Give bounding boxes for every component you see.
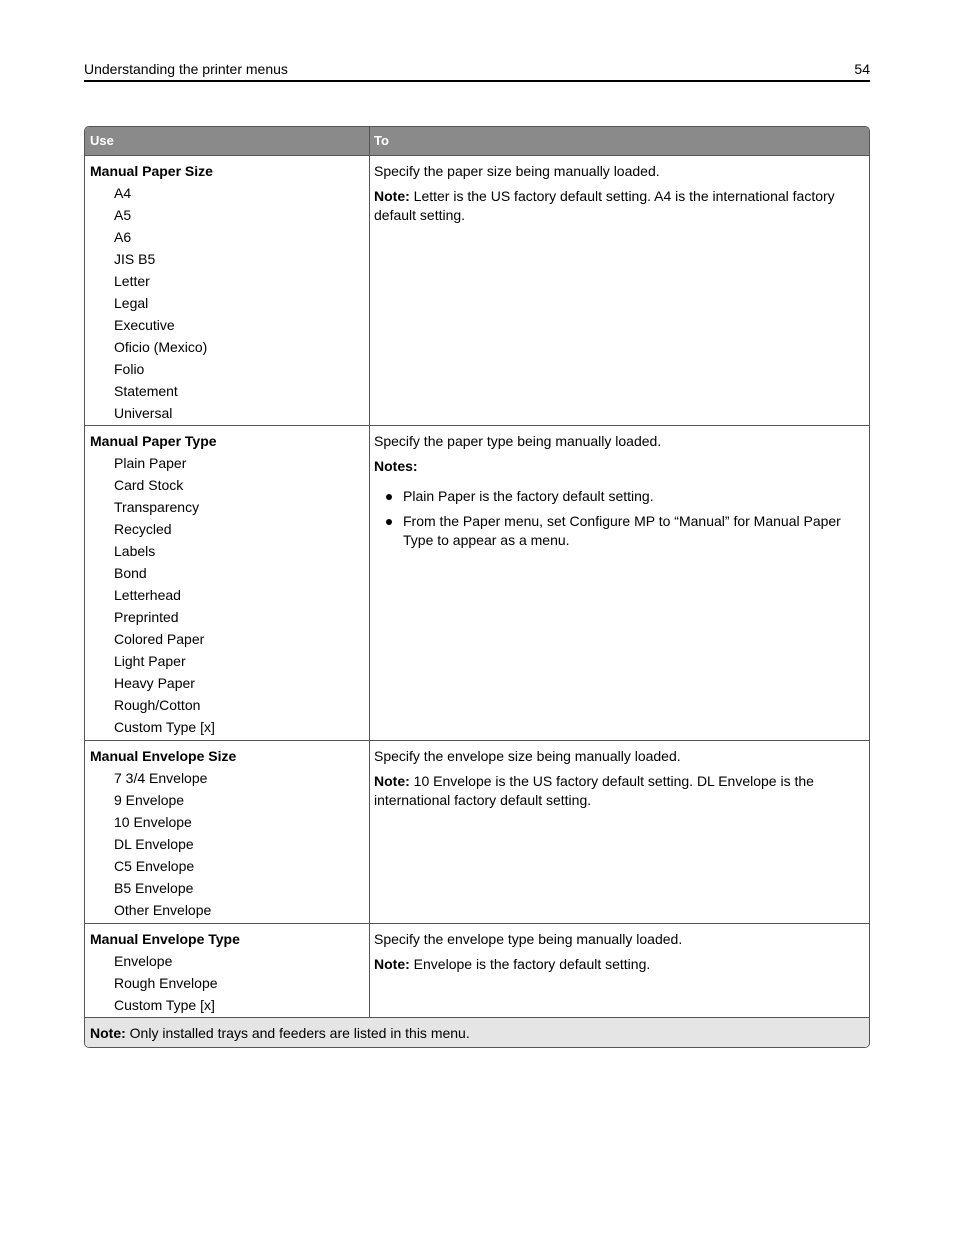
header-cell-use xyxy=(85,127,370,155)
option-item: Card Stock xyxy=(114,477,184,493)
page-header xyxy=(84,58,870,82)
option-item: 10 Envelope xyxy=(114,814,192,830)
note-text: Envelope is the factory default setting. xyxy=(409,956,651,972)
menu-item-title: Manual Envelope Type xyxy=(90,931,240,947)
header-cell-to xyxy=(370,127,870,155)
bullet-dot-icon xyxy=(386,519,392,525)
to-cell xyxy=(370,156,870,425)
option-item: Transparency xyxy=(114,499,200,515)
option-item: B5 Envelope xyxy=(114,880,194,896)
option-list xyxy=(114,184,207,426)
column-header-to: To xyxy=(374,133,389,148)
table-row-manual-envelope-type xyxy=(85,924,870,1018)
footer-note xyxy=(90,1024,470,1042)
note-label: Note: xyxy=(374,773,410,789)
option-item: Labels xyxy=(114,543,156,559)
option-list xyxy=(114,769,211,923)
note-paragraph xyxy=(374,187,863,225)
option-item: Letterhead xyxy=(114,587,181,603)
option-item: Oficio (Mexico) xyxy=(114,339,208,355)
option-item: Letter xyxy=(114,273,150,289)
to-cell xyxy=(370,924,870,1017)
bullet-item xyxy=(374,487,863,506)
use-cell xyxy=(85,156,370,425)
footer-note-text: Only installed trays and feeders are listed in this menu. xyxy=(125,1025,470,1041)
description-text: Specify the paper type being manually loaded. xyxy=(374,433,662,449)
option-item: Executive xyxy=(114,317,175,333)
option-item: Custom Type [x] xyxy=(114,997,215,1013)
option-item: Rough/Cotton xyxy=(114,697,201,713)
table-footer-note-row xyxy=(85,1018,870,1047)
option-item: Envelope xyxy=(114,953,173,969)
table-row-manual-paper-size xyxy=(85,156,870,426)
use-cell xyxy=(85,924,370,1017)
notes-label xyxy=(374,457,863,476)
note-label: Note: xyxy=(374,956,410,972)
option-list xyxy=(114,454,215,740)
option-item: Custom Type [x] xyxy=(114,719,215,735)
option-item: A6 xyxy=(114,229,132,245)
description-text: Specify the envelope type being manually loaded. xyxy=(374,931,683,947)
table-header-row xyxy=(85,127,870,156)
bullet-item xyxy=(374,512,863,550)
column-header-use: Use xyxy=(90,133,114,148)
option-item: A5 xyxy=(114,207,132,223)
use-cell xyxy=(85,426,370,740)
option-item: Heavy Paper xyxy=(114,675,195,691)
bullet-text: From the Paper menu, set Configure MP to “Manual” for Manual Paper Type to appear as a menu. xyxy=(403,513,841,548)
menu-item-title: Manual Paper Size xyxy=(90,163,213,179)
to-cell xyxy=(370,741,870,923)
note-paragraph xyxy=(374,955,863,974)
option-list xyxy=(114,952,218,1018)
option-item: Recycled xyxy=(114,521,172,537)
use-cell xyxy=(85,741,370,923)
note-text: 10 Envelope is the US factory default setting. DL Envelope is the international factory default setting. xyxy=(374,773,814,808)
option-item: Plain Paper xyxy=(114,455,187,471)
footer-note-label: Note: xyxy=(90,1025,126,1041)
description-block xyxy=(374,747,863,816)
option-item: Preprinted xyxy=(114,609,179,625)
option-item: Universal xyxy=(114,405,173,421)
option-item: Legal xyxy=(114,295,149,311)
option-item: DL Envelope xyxy=(114,836,194,852)
option-item: C5 Envelope xyxy=(114,858,195,874)
option-item: Light Paper xyxy=(114,653,186,669)
description-block xyxy=(374,162,863,231)
notes-bullet-list xyxy=(374,487,863,550)
option-item: Bond xyxy=(114,565,147,581)
menu-table xyxy=(84,126,870,1048)
notes-label-text: Notes: xyxy=(374,458,418,474)
description-text: Specify the paper size being manually loaded. xyxy=(374,163,660,179)
option-item: Colored Paper xyxy=(114,631,205,647)
page-number: 54 xyxy=(854,61,870,77)
note-label: Note: xyxy=(374,188,410,204)
note-text: Letter is the US factory default setting. A4 is the international factory default setting. xyxy=(374,188,835,223)
bullet-text: Plain Paper is the factory default setting. xyxy=(403,488,654,504)
table-row-manual-paper-type xyxy=(85,426,870,741)
option-item: JIS B5 xyxy=(114,251,156,267)
option-item: 9 Envelope xyxy=(114,792,185,808)
to-cell xyxy=(370,426,870,740)
description-block xyxy=(374,930,863,980)
note-paragraph xyxy=(374,772,863,810)
menu-item-title: Manual Envelope Size xyxy=(90,748,237,764)
bullet-dot-icon xyxy=(386,494,392,500)
description-text: Specify the envelope size being manually loaded. xyxy=(374,748,681,764)
option-item: Other Envelope xyxy=(114,902,212,918)
option-item: A4 xyxy=(114,185,132,201)
page-header-title: Understanding the printer menus xyxy=(84,61,288,77)
option-item: Folio xyxy=(114,361,145,377)
description-block xyxy=(374,432,863,556)
table-row-manual-envelope-size xyxy=(85,741,870,924)
option-item: Rough Envelope xyxy=(114,975,218,991)
option-item: 7 3/4 Envelope xyxy=(114,770,208,786)
menu-item-title: Manual Paper Type xyxy=(90,433,217,449)
option-item: Statement xyxy=(114,383,178,399)
